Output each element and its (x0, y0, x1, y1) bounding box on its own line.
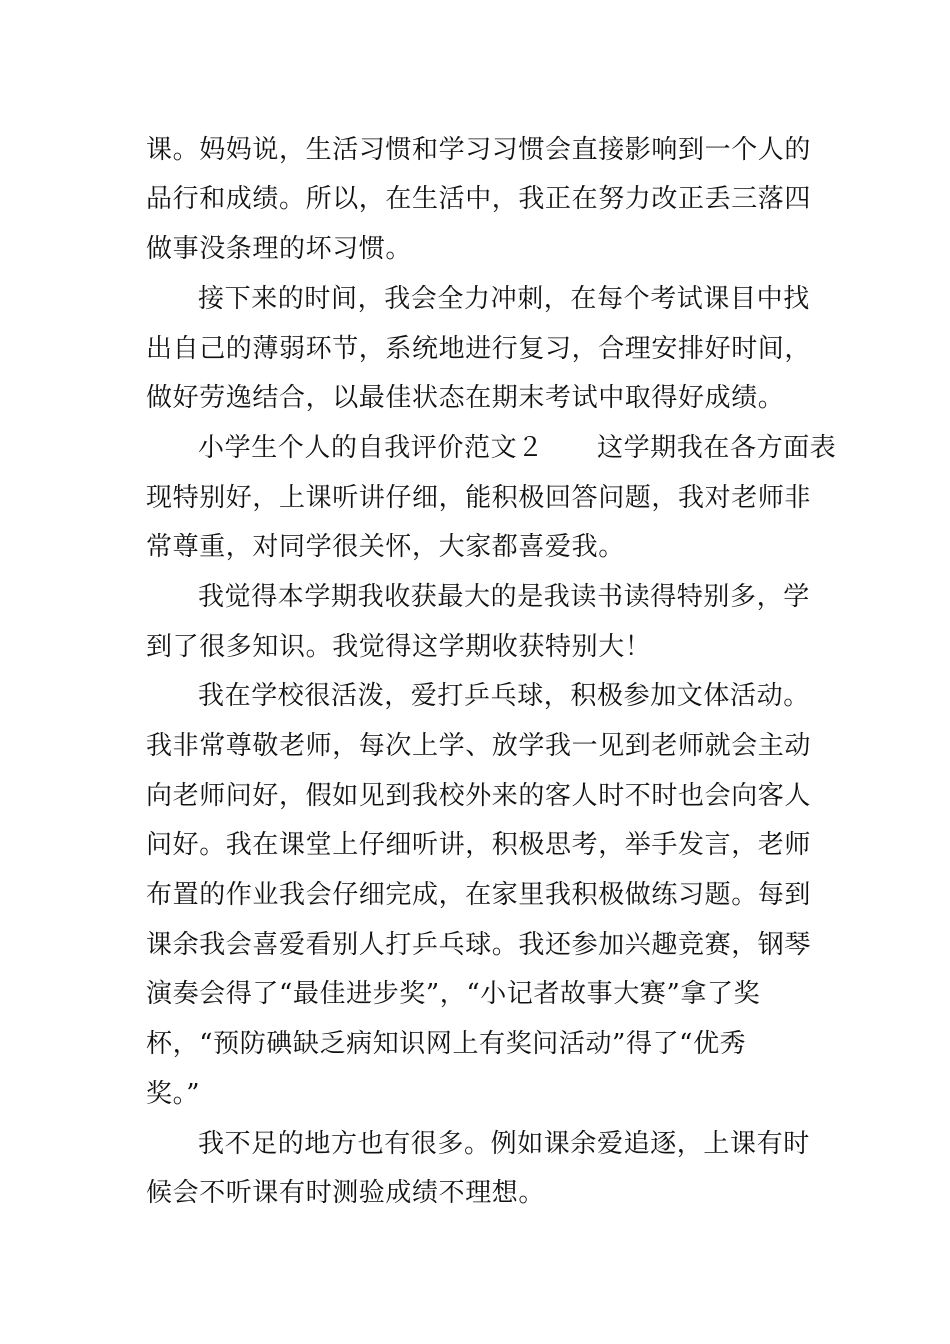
text-line: 候会不听课有时测验成绩不理想。 (146, 1178, 546, 1208)
paragraph-start-line: 接下来的时间，我会全力冲刺，在每个考试课目中找 (198, 284, 810, 314)
text-line: 课余我会喜爱看别人打乒乓球。我还参加兴趣竞赛，钢琴 (146, 930, 812, 960)
paragraph-start-line: 我觉得本学期我收获最大的是我读书读得特别多，学 (198, 582, 810, 612)
text-line: 品行和成绩。所以，在生活中，我正在努力改正丢三落四 (146, 184, 812, 214)
text-line: 向老师问好，假如见到我校外来的客人时不时也会向客人 (146, 781, 812, 811)
paragraph-start-line: 我不足的地方也有很多。例如课余爱追逐，上课有时 (198, 1129, 810, 1159)
text-line: 现特别好，上课听讲仔细，能积极回答问题，我对老师非 (146, 483, 812, 513)
section-heading-line: 小学生个人的自我评价范文２ 这学期我在各方面表 (198, 433, 837, 463)
text-line: 做事没条理的坏习惯。 (146, 234, 413, 264)
text-line: 奖。” (146, 1079, 201, 1109)
text-line: 演奏会得了“最佳进步奖”，“小记者故事大赛”拿了奖 (146, 979, 761, 1009)
text-line: 做好劳逸结合，以最佳状态在期末考试中取得好成绩。 (146, 383, 785, 413)
text-line: 问好。我在课堂上仔细听讲，积极思考，举手发言，老师 (146, 830, 812, 860)
text-line: 我非常尊敬老师，每次上学、放学我一见到老师就会主动 (146, 731, 812, 761)
text-line: 常尊重，对同学很关怀，大家都喜爱我。 (146, 532, 625, 562)
paragraph-start-line: 我在学校很活泼，爱打乒乓球，积极参加文体活动。 (198, 681, 810, 711)
text-line: 出自己的薄弱环节，系统地进行复习，合理安排好时间， (146, 334, 812, 364)
text-line: 到了很多知识。我觉得这学期收获特别大！ (146, 632, 652, 662)
text-line: 杯，“预防碘缺乏病知识网上有奖问活动”得了“优秀 (146, 1029, 747, 1059)
text-line: 课。妈妈说，生活习惯和学习习惯会直接影响到一个人的 (146, 135, 812, 165)
text-line: 布置的作业我会仔细完成，在家里我积极做练习题。每到 (146, 880, 812, 910)
